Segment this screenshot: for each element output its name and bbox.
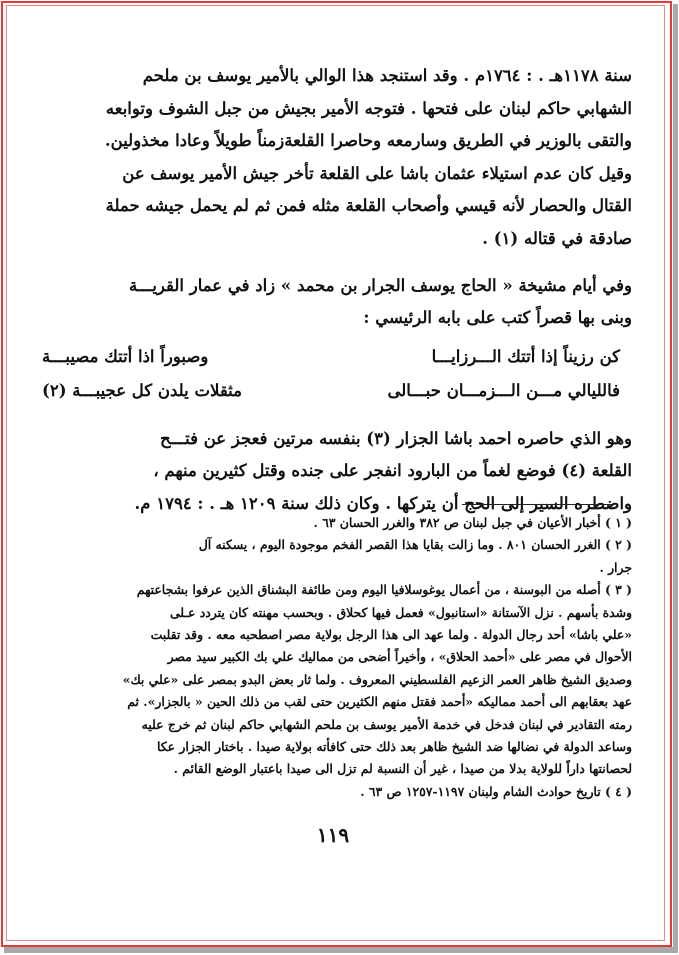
text-line: القتال والحصار لأنه قيسي وأصحاب القلعة مثله فمن ثم لم يحمل جيشه حملة bbox=[105, 196, 632, 216]
text-line: وهو الذي حاصره احمد باشا الجزار (٣) بنفسه مرتين فعجز عن فتـــح bbox=[159, 428, 632, 448]
footnote-line: ( ٣ ) أصله من البوسنة ، من أعمال يوغوسلافيا اليوم ومن طائفة البشناق الذين عرفوا بشجاعتهم bbox=[136, 582, 632, 598]
footnotes bbox=[34, 512, 632, 803]
page-shadow-right bbox=[673, 4, 678, 950]
page-number: ١١٩ bbox=[316, 823, 350, 847]
paragraph-1 bbox=[34, 60, 632, 256]
footnote-line: ( ٤ ) تاريخ حوادث الشام ولبنان ١١٩٧-١٢٥٧ ص ٦٣ . bbox=[360, 783, 632, 799]
text-line: وقيل كان عدم استيلاء عثمان باشا على القلعة تأخر جيش الأمير يوسف عن bbox=[122, 163, 632, 183]
poem-verses bbox=[34, 347, 632, 423]
footnote-separator bbox=[462, 504, 612, 505]
text-line: القلعة (٤) فوضع لغماً من البارود انفجر على جنده وقتل كثيرين منهم ، bbox=[153, 461, 632, 481]
verse-first-hemistich: فالليالي مـــن الـــزمـــان حبـــالى bbox=[387, 380, 620, 400]
text-line: الشهابي حاكم لبنان على فتحها . فتوجه الأمير بجيش من جبل الشوف وتوابعه bbox=[105, 98, 632, 118]
text-line: سنة ١١٧٨هـ . : ١٧٦٤م . وقد استنجد هذا الوالي بالأمير يوسف بن ملحم bbox=[142, 66, 632, 85]
verse-line bbox=[34, 347, 632, 381]
footnote-line: وساعد الدولة في نضالها ضد الشيخ ظاهر بعد ذلك حتى كافأته بولاية صيدا . باختار الجزار عكا bbox=[157, 739, 632, 755]
footnote-line: وشدة بأسهم . نزل الآستانة «استانبول» فعمل فيها كحلاق . وبحسب مهنته كان يتردد عـلى bbox=[169, 604, 632, 620]
paragraph-2 bbox=[34, 270, 632, 335]
text-line: واضطره السير إلى الحج أن يتركها . وكان ذلك سنة ١٢٠٩ هـ . : ١٧٩٤ م. bbox=[134, 493, 632, 513]
footnote-line: ( ١ ) أخبار الأعيان في جبل لبنان ص ٣٨٢ والغرر الحسان ٦٣ . bbox=[313, 515, 632, 530]
page-shadow-bottom bbox=[4, 947, 678, 953]
text-line: وفي أيام مشيخة « الحاج يوسف الجرار بن محمد » زاد في عمار القريـــة bbox=[128, 275, 632, 295]
verse-second-hemistich: وصبوراً اذا أتتك مصيبـــة bbox=[42, 346, 209, 366]
footnote-line: رمته التقادير في لبنان فدخل في خدمة الأمير يوسف بن ملحم الشهابي حاكم لبنان ثم خرج عليه bbox=[141, 716, 632, 732]
footnote-line: الأحوال في مصر على «أحمد الحلاق» ، وأخيراً أضحى من مماليك علي بك الكبير سيد مصر bbox=[167, 649, 632, 665]
footnote-line: ( ٢ ) الغرر الحسان ٨٠١ . وما زالت بقايا هذا القصر الفخم موجودة اليوم ، يسكنه آل bbox=[198, 537, 632, 553]
text-line: والتقى بالوزير في الطريق وسارمعه وحاصرا القلعةزمناً طويلاً وعادا مخذولين. bbox=[104, 131, 632, 151]
paragraph-3 bbox=[34, 423, 632, 521]
footnote-line: جرار . bbox=[599, 559, 632, 575]
text-line: وبنى بها قصراً كتب على بابه الرئيسي : bbox=[363, 308, 632, 328]
footnote-line: وصديق الشيخ ظاهر العمر الزعيم الفلسطيني المعروف . ولما ثار بعض البدو بمصر على «علي بك» bbox=[122, 671, 632, 687]
verse-first-hemistich: كن رزيناً إذا أتتك الـــرزايـــا bbox=[431, 346, 620, 366]
footnote-line: عهد بعقابهم الى أحمد مماليكه «أحمد فقتل منهم الكثيرين حتى لقب من ذلك الحين « بالجزار». ثم bbox=[127, 694, 632, 710]
book-page bbox=[34, 60, 632, 847]
verse-second-hemistich: مثقلات يلدن كل عجيبـــة (٢) bbox=[42, 380, 243, 400]
footnote-line: «علي باشا» أحد رجال الدولة . ولما عهد الى هذا الرجل بولاية مصر اصطحبه معه . وقد تقلبت bbox=[150, 627, 632, 643]
footnote-line: لحصانتها داراً للولاية بدلا من صيدا ، غير أن النسبة لم تزل الى صيدا باعتبار الوضع القائم . bbox=[173, 761, 632, 777]
verse-line bbox=[34, 381, 632, 415]
text-line: صادقة في قتاله (١) . bbox=[482, 228, 632, 248]
